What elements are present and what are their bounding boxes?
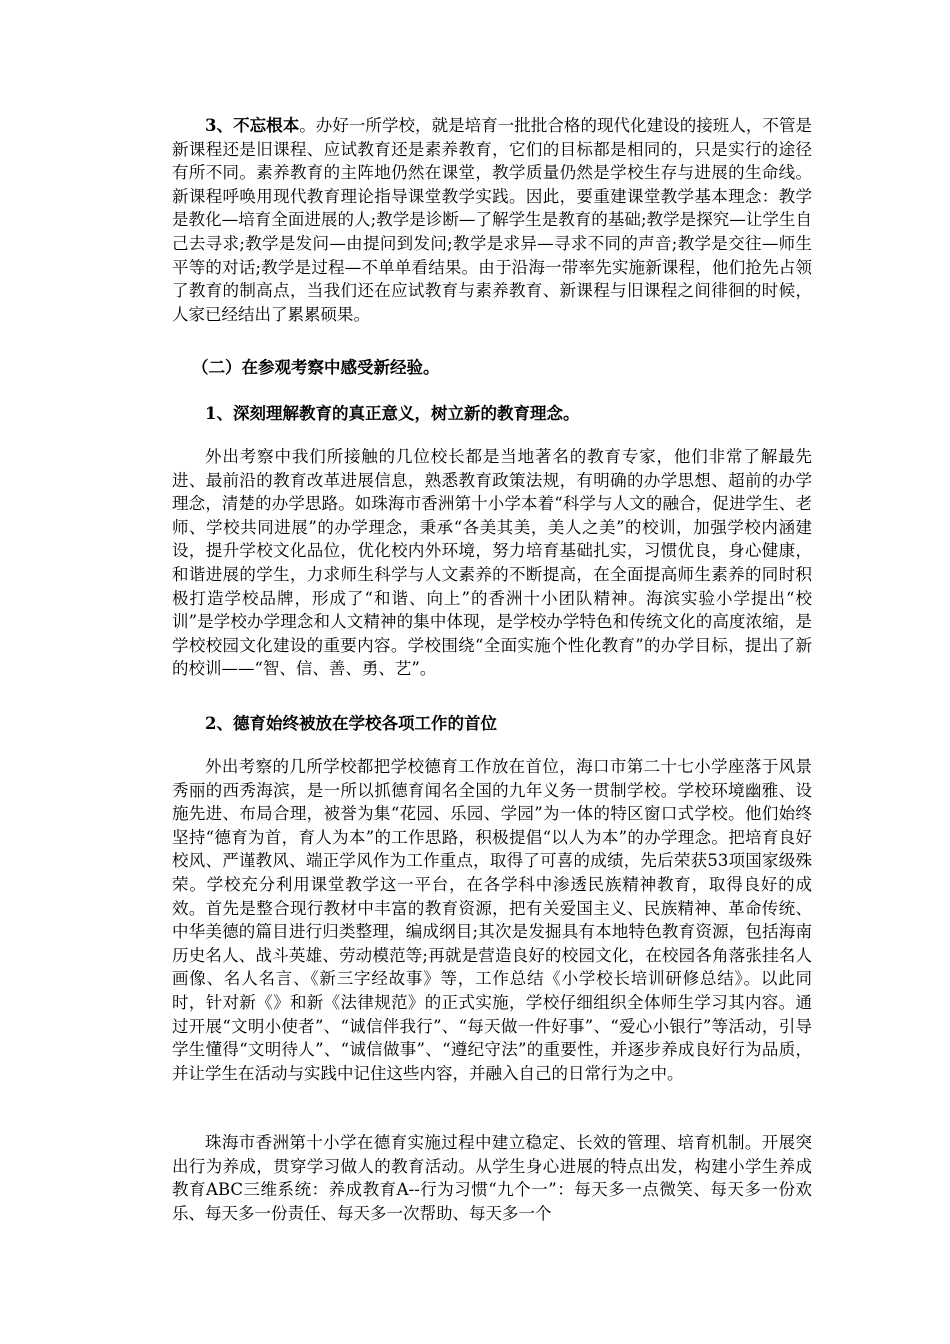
subheading-1: 1、深刻理解教育的真正意义，树立新的教育理念。 bbox=[205, 404, 580, 423]
paragraph-moral-education: 外出考察的几所学校都把学校德育工作放在首位，海口市第二十七小学座落于风景秀丽的西秀海滨，是一所以抓德育闻名全国的九年义务一贯制学校。学校环境幽雅、设施先进、布局合理，被誉为集“花园、乐园、学园”为一体的特区窗口式学校。他们始终坚持“德育为首，育人为本”的工作思路，积极提倡“以人为本”的办学理念。把培育良好校风、严谨教风、端正学风作为工作重点，取得了可喜的成绩，先后荣获53项国家级殊荣。学校充分利用课堂教学这一平台，在各学科中渗透民族精神教育，取得良好的成效。首先是整合现行教材中丰富的教育资源，把有关爱国主义、民族精神、革命传统、中华美德的篇目进行归类整理，编成纲目;其次是发掘具有本地特色教育资源，包括海南历史名人、战斗英雄、劳动模范等;再就是营造良好的校园文化，在校园各角落张挂名人画像、名人名言、《新三字经故事》等，工作总结《小学校长培训研修总结》。以此同时，针对新《》和新《法律规范》的正式实施，学校仔细组织全体师生学习其内容。通过开展“文明小使者”、“诚信伴我行”、“每天做一件好事”、“爱心小银行”等活动，引导学生懂得“文明待人”、“诚信做事”、“遵纪守法”的重要性，并逐步养成良好行为品质，并让学生在活动与实践中记住这些内容，并融入自己的日常行为之中。 bbox=[172, 757, 812, 1083]
paragraph-xiangzhou-school: 珠海市香洲第十小学在德育实施过程中建立稳定、长效的管理、培育机制。开展突出行为养成，贯穿学习做人的教育活动。从学生身心进展的特点出发，构建小学生养成教育ABC三维系统：养成教育A--行为习惯“九个一”：每天多一点微笑、每天多一份欢乐、每天多一份责任、每天多一次帮助、每天多一个 bbox=[172, 1133, 812, 1223]
paragraph-fundamentals bbox=[172, 114, 812, 326]
section-heading-2: （二）在参观考察中感受新经验。 bbox=[192, 358, 440, 377]
paragraph-text: 。办好一所学校，就是培育一批批合格的现代化建设的接班人，不管是新课程还是旧课程、应试教育还是素养教育，它们的目标都是相同的，只是实行的途径有所不同。素养教育的主阵地仍然在课堂，教学质量仍然是学校生存与进展的生命线。新课程呼唤用现代教育理论指导课堂教学实践。因此，要重建课堂教学基本理念：教学是教化—培育全面进展的人;教学是诊断—了解学生是教育的基础;教学是探究—让学生自己去寻求;教学是发问—由提问到发问;教学是求异—寻求不同的声音;教学是交往—师生平等的对话;教学是过程—不单单看结果。由于沿海一带率先实施新课程，他们抢先占领了教育的制高点，当我们还在应试教育与素养教育、新课程与旧课程之间徘徊的时候，人家已经结出了累累硕果。 bbox=[172, 116, 812, 324]
subheading-2: 2、德育始终被放在学校各项工作的首位 bbox=[205, 714, 497, 733]
paragraph-education-concept: 外出考察中我们所接触的几位校长都是当地著名的教育专家，他们非常了解最先进、最前沿的教育改革进展信息，熟悉教育政策法规，有明确的办学思想、超前的办学理念，清楚的办学思路。如珠海市香洲第十小学本着“科学与人文的融合，促进学生、老师、学校共同进展”的办学理念，秉承“各美其美，美人之美”的校训，加强学校内涵建设，提升学校文化品位，优化校内外环境，努力培育基础扎实，习惯优良，身心健康，和谐进展的学生，力求师生科学与人文素养的不断提高，在全面提高师生素养的同时积极打造学校品牌，形成了“和谐、向上”的香洲十小团队精神。海滨实验小学提出“校训”是学校办学理念和人文精神的集中体现，是学校办学特色和传统文化的高度浓缩，是学校校园文化建设的重要内容。学校围绕“全面实施个性化教育”的办学目标，提出了新的校训——“智、信、善、勇、艺”。 bbox=[172, 447, 812, 679]
paragraph-lead: 3、不忘根本 bbox=[205, 116, 300, 135]
